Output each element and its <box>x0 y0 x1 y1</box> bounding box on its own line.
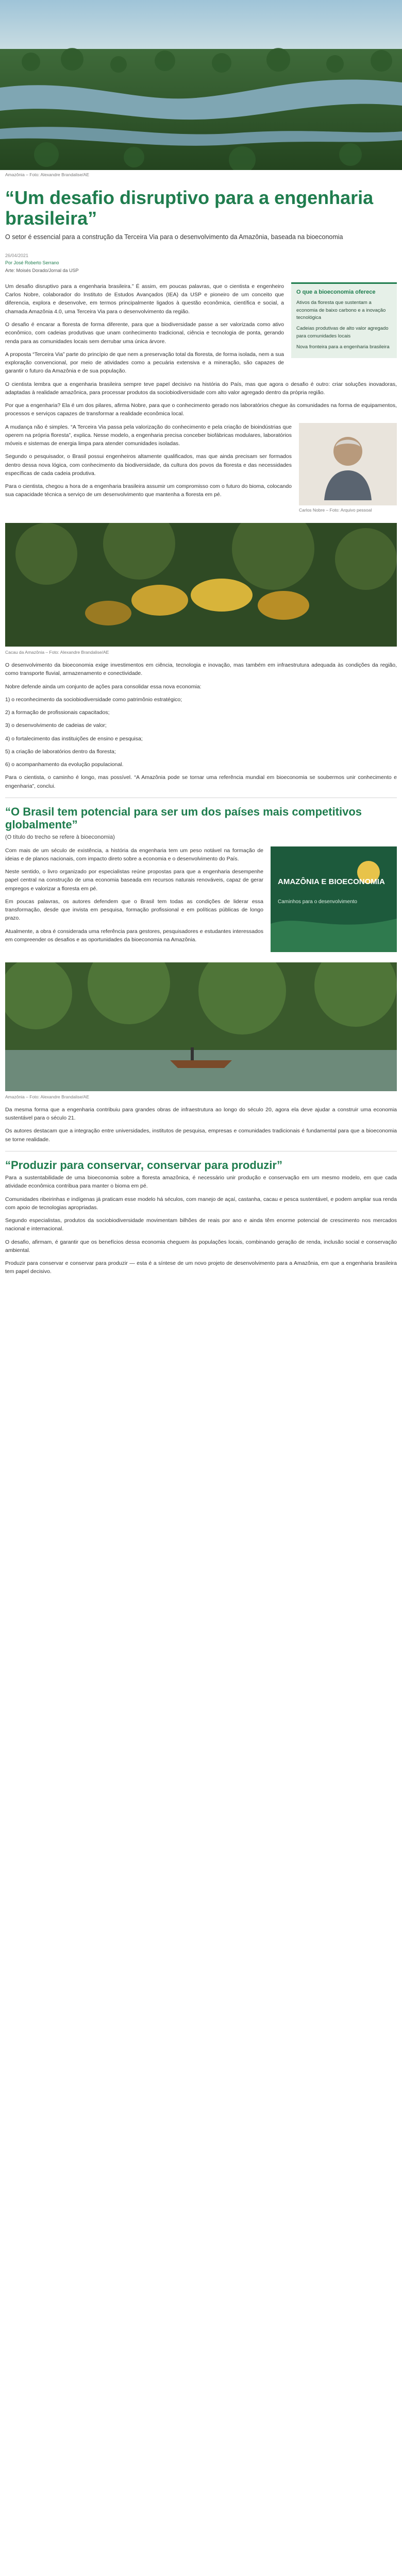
article-title: “Um desafio disruptivo para a engenharia brasileira” <box>5 187 374 229</box>
article-body-4 <box>0 1106 402 1144</box>
paragraph: Comunidades ribeirinhas e indígenas já praticam esse modelo há séculos, com manejo de açaí, castanha, cacau e pesca sustentável, e podem ampliar sua renda com apoio de tecnologias apropriadas. <box>5 1196 397 1211</box>
forest-boat-image <box>5 962 397 1091</box>
paragraph: O desafio, afirmam, é garantir que os benefícios dessa economia cheguem às populações locais, combinando geração de renda, inclusão social e conservação ambiental. <box>5 1239 397 1253</box>
book-subtitle: Caminhos para o desenvolvimento <box>278 899 357 905</box>
list-item: 2) a formação de profissionais capacitados; <box>5 709 110 716</box>
paragraph: Atualmente, a obra é considerada uma referência para gestores, pesquisadores e estudantes interessados em compreender os desafios e as oportunidades da bioeconomia na Amazônia. <box>5 928 263 943</box>
art-credit: Arte: Moisés Dorado/Jornal da USP <box>5 267 79 273</box>
paragraph: Da mesma forma que a engenharia contribuiu para grandes obras de infraestrutura ao longo do século 20, agora ela deve ajudar a construir uma economia sustentável para o século 21. <box>5 1106 397 1121</box>
article-meta <box>5 252 397 274</box>
paragraph: Segundo especialistas, produtos da sociobiodiversidade movimentam bilhões de reais por ano e ainda têm enorme potencial de crescimento nos mercados nacional e internacional. <box>5 1217 397 1232</box>
publish-date: 26/04/2021 <box>5 252 29 258</box>
section-2-body <box>0 846 402 957</box>
paragraph: Segundo o pesquisador, o Brasil possui engenheiros altamente qualificados, mas que ainda precisam ser formados dentro dessa nova lógica, com conhecimento da biodiversidade, da cultura dos povos da floresta e das necessidades específicas de cada cadeia produtiva. <box>5 453 292 477</box>
portrait-figure <box>299 423 397 514</box>
article-body-1 <box>0 282 402 423</box>
info-box-item: Nova fronteira para a engenharia brasileira <box>296 344 390 350</box>
section-3-body <box>0 1174 402 1276</box>
article-body-3 <box>0 661 402 790</box>
forest-river-boat-image <box>5 962 397 1091</box>
forest-river-aerial-image <box>0 0 402 170</box>
list-item: 5) a criação de laboratórios dentro da floresta; <box>5 748 116 755</box>
info-box-item: Ativos da floresta que sustentam a economia de baixo carbono e a inovação tecnológica <box>296 299 386 321</box>
paragraph: O cientista lembra que a engenharia brasileira sempre teve papel decisivo na história do País, mas que agora o desafio é outro: criar soluções inovadoras, adaptadas à realidade amazônica, para processar produtos da sociobiodiversidade com alto valor agregado dentro da própria região. <box>5 381 397 396</box>
section-2-deck: (O título do trecho se refere à bioeconomia) <box>5 834 115 841</box>
cacao-caption: Cacau da Amazônia – Foto: Alexandre Brandalise/AE <box>5 649 109 655</box>
person-silhouette-icon <box>317 428 379 500</box>
paragraph: A proposta “Terceira Via” parte do princípio de que nem a preservação total da floresta, de forma isolada, nem a sua exploração convencional, por meio de atividades como a pecuária extensiva e a mineração, são capazes de garantir o futuro da Amazônia e de sua população. <box>5 351 284 375</box>
book-cover <box>271 846 397 952</box>
info-box-item: Cadeias produtivas de alto valor agregado para comunidades locais <box>296 326 389 339</box>
paragraph: Os autores destacam que a integração entre universidades, institutos de pesquisa, empresas e comunidades tradicionais é fundamental para que a bioeconomia se torne realidade. <box>5 1128 397 1143</box>
forest-caption: Amazônia – Foto: Alexandre Brandalise/AE <box>5 1094 90 1099</box>
list-item: 3) o desenvolvimento de cadeias de valor; <box>5 722 107 729</box>
author-link[interactable]: Por José Roberto Serrano <box>5 260 59 266</box>
paragraph: Para o cientista, chegou a hora de a engenharia brasileira assumir um compromisso com o futuro do bioma, colocando sua capacidade técnica a serviço de um desenvolvimento que mantenha a floresta em pé. <box>5 483 292 498</box>
cacao-fruit-image <box>5 523 397 647</box>
book-title: AMAZÔNIA E BIOECONOMIA <box>278 877 385 886</box>
hero-caption: Amazônia – Foto: Alexandre Brandalise/AE <box>5 172 90 177</box>
info-box-title: O que a bioeconomia oferece <box>296 289 376 295</box>
article-lead: O setor é essencial para a construção da Terceira Via para o desenvolvimento da Amazônia, baseada na bioeconomia <box>5 233 343 241</box>
paragraph: Para o cientista, o caminho é longo, mas possível. “A Amazônia pode se tornar uma referência mundial em bioeconomia se soubermos unir conhecimento e engenharia”, conclui. <box>5 774 397 789</box>
portrait-caption: Carlos Nobre – Foto: Arquivo pessoal <box>299 507 372 513</box>
section-2-title: “O Brasil tem potencial para ser um dos países mais competitivos globalmente” <box>5 805 362 832</box>
paragraph: Com mais de um século de existência, a história da engenharia tem um peso notável na formação de ideias e de planos nacionais, com impacto direto sobre a economia e o desenvolvimento do País. <box>5 847 263 862</box>
list-item: 1) o reconhecimento da sociobiodiversidade como patrimônio estratégico; <box>5 696 182 703</box>
paragraph: Para a sustentabilidade de uma bioeconomia sobre a floresta amazônica, é necessário unir produção e conservação em um mesmo modelo, em que cada atividade econômica contribua para manter o bioma em pé. <box>5 1175 397 1190</box>
cacao-image <box>5 523 397 647</box>
article-page <box>0 0 402 1276</box>
paragraph: Um desafio disruptivo para a engenharia brasileira.” É assim, em poucas palavras, que o cientista e engenheiro Carlos Nobre, colaborador do Instituto de Estudos Avançados (IEA) da USP e pioneiro de um conceito que diferencia, explora e desenvolve, em termos principalmente ligados à questão econômica, científica e social, a chamada Amazônia 4.0, uma Terceira Via para o desenvolvimento da região. <box>5 283 284 315</box>
paragraph: O desafio é encarar a floresta de forma diferente, para que a biodiversidade passe a ser valorizada como ativo econômico, com cadeias produtivas que unam conhecimento tradicional, ciência e tecnologia de ponta, gerando renda para as comunidades locais sem derrubar uma única árvore. <box>5 321 284 345</box>
paragraph: Nobre defende ainda um conjunto de ações para consolidar essa nova economia: <box>5 683 202 690</box>
list-item: 6) o acompanhamento da evolução populacional. <box>5 761 124 768</box>
paragraph: Por que a engenharia? Ela é um dos pilares, afirma Nobre, para que o conhecimento gerado nos laboratórios chegue às comunidades na forma de equipamentos, processos e serviços capazes de transformar a realidade econômica local. <box>5 402 397 417</box>
hero-image <box>0 0 402 170</box>
article-body-2 <box>0 423 402 518</box>
info-box <box>291 282 397 358</box>
list-item: 4) o fortalecimento das instituições de ensino e pesquisa; <box>5 735 143 742</box>
paragraph: Neste sentido, o livro organizado por especialistas reúne propostas para que a engenharia desempenhe papel central na construção de uma economia baseada em recursos naturais renováveis, capaz de gerar empregos e valorizar a floresta em pé. <box>5 869 263 892</box>
paragraph: Produzir para conservar e conservar para produzir — esta é a síntese de um novo projeto de desenvolvimento para a Amazônia, em que a engenharia brasileira tem papel decisivo. <box>5 1260 397 1275</box>
section-3-title: “Produzir para conservar, conservar para produzir” <box>5 1158 282 1172</box>
paragraph: A mudança não é simples. “A Terceira Via passa pela valorização do conhecimento e pela criação de bioindústrias que operem na própria floresta”, explica. Nesse modelo, a engenharia precisa conceber biofábricas modulares, laboratórios móveis e sistemas de energia limpa para atender comunidades isoladas. <box>5 423 292 447</box>
paragraph: O desenvolvimento da bioeconomia exige investimentos em ciência, tecnologia e inovação, mas também em infraestrutura adequada às condições da região, como transporte fluvial, armazenamento e conectividade. <box>5 662 397 677</box>
portrait-image <box>299 423 397 505</box>
paragraph: Em poucas palavras, os autores defendem que o Brasil tem todas as condições de liderar essa transformação, desde que invista em pesquisa, formação profissional e em políticas públicas de longo prazo. <box>5 898 263 922</box>
